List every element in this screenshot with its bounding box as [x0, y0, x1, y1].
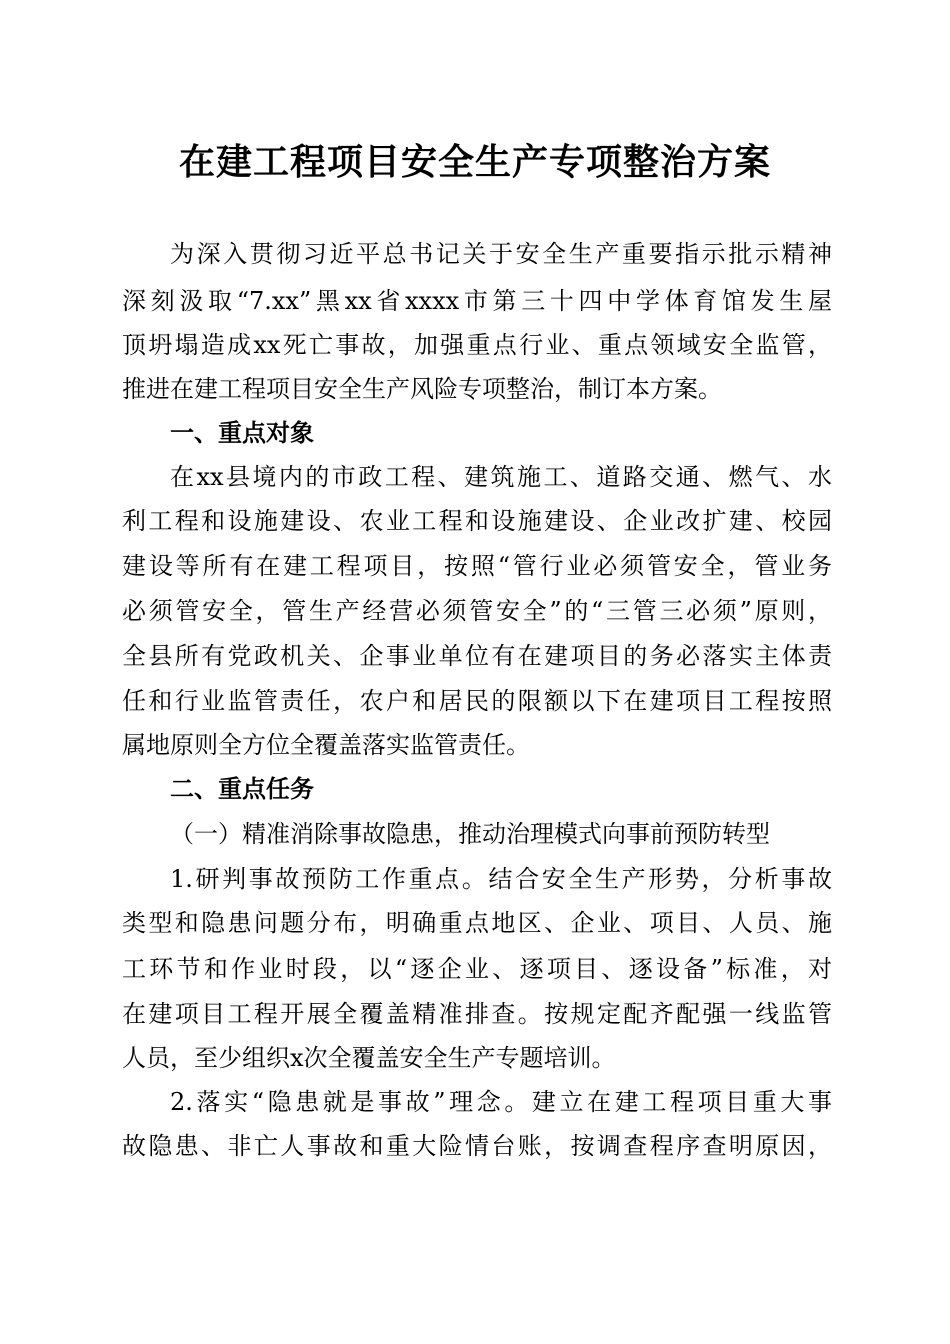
item2-line: 2.落实“隐患就是事故”理念。建立在建工程项目重大事	[170, 1088, 832, 1116]
item1-line: 工环节和作业时段，以“逐企业、逐项目、逐设备”标准，对	[122, 955, 832, 983]
section1-line: 利工程和设施建设、农业工程和设施建设、企业改扩建、校园	[122, 507, 832, 535]
intro-line: 为深入贯彻习近平总书记关于安全生产重要指示批示精神	[170, 240, 832, 268]
section1-line: 属地原则全方位全覆盖落实监管责任。	[122, 731, 530, 759]
item1-line: 类型和隐患问题分布，明确重点地区、企业、项目、人员、施	[122, 909, 832, 937]
item1-line: 在建项目工程开展全覆盖精准排查。按规定配齐配强一线监管	[122, 1000, 832, 1028]
section-heading-key-tasks: 二、重点任务	[170, 774, 314, 803]
section1-line: 任和行业监管责任，农户和居民的限额以下在建项目工程按照	[122, 687, 832, 715]
document-title: 在建工程项目安全生产专项整治方案	[178, 141, 771, 183]
item1-line: 人员，至少组织x次全覆盖安全生产专题培训。	[122, 1044, 616, 1072]
section1-line: 建设等所有在建工程项目，按照“管行业必须管安全，管业务	[122, 552, 832, 580]
item2-line: 故隐患、非亡人事故和重大险情台账，按调查程序查明原因，	[122, 1132, 832, 1160]
intro-line: 深刻汲取“7.xx”黑xx省xxxx市第三十四中学体育馆发生屋	[122, 287, 832, 315]
section1-line: 全县所有党政机关、企事业单位有在建项目的务必落实主体责	[122, 642, 832, 670]
intro-line: 顶坍塌造成xx死亡事故，加强重点行业、重点领域安全监管，	[122, 331, 832, 359]
intro-line: 推进在建工程项目安全生产风险专项整治，制订本方案。	[122, 375, 722, 403]
section1-line: 在xx县境内的市政工程、建筑施工、道路交通、燃气、水	[170, 463, 832, 491]
subsection-heading: （一）精准消除事故隐患，推动治理模式向事前预防转型	[170, 820, 770, 848]
section1-line: 必须管安全，管生产经营必须管安全”的“三管三必须”原则，	[122, 597, 832, 625]
item1-line: 1.研判事故预防工作重点。结合安全生产形势，分析事故	[170, 865, 832, 893]
section-heading-key-targets: 一、重点对象	[170, 418, 314, 447]
